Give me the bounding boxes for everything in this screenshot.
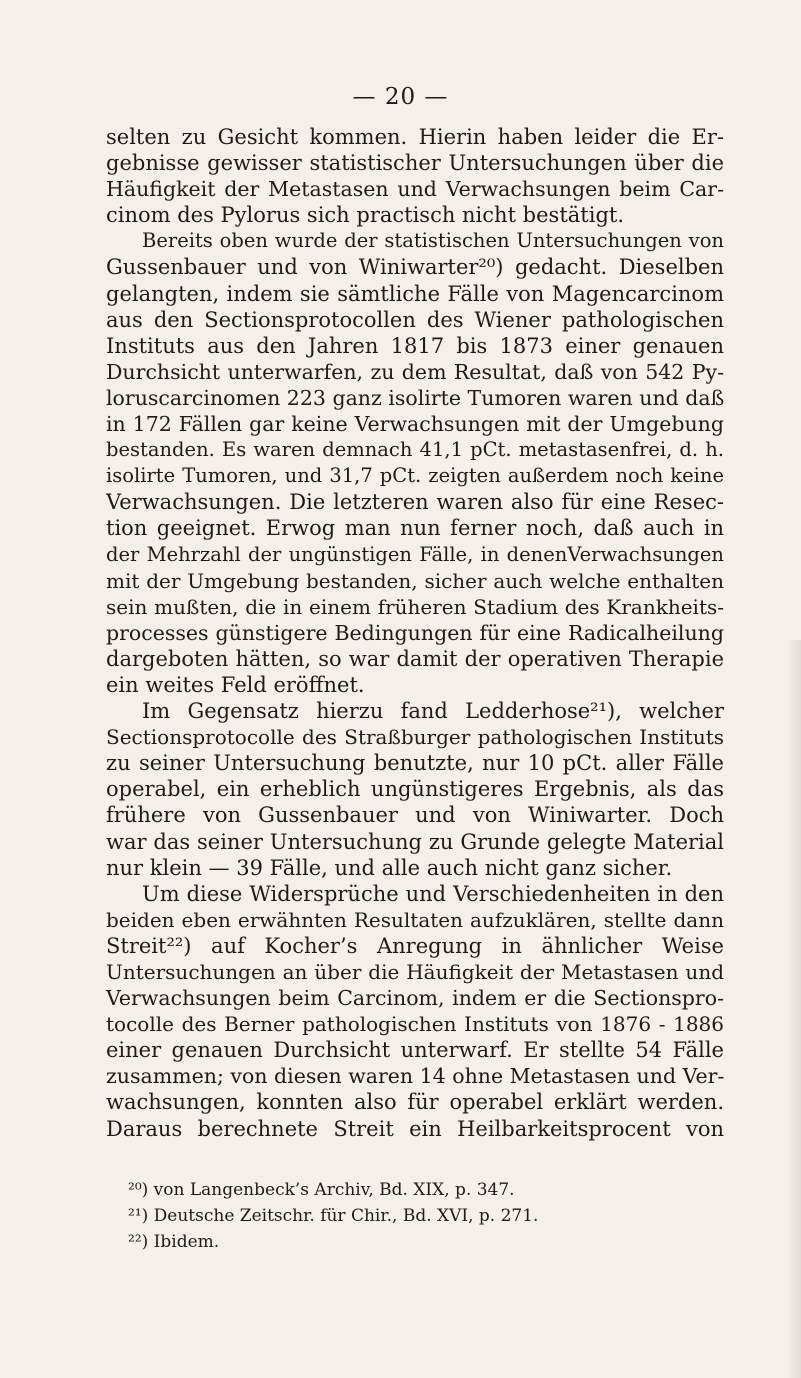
body-text	[106, 124, 724, 1142]
text-line: cinom des Pylorus sich practisch nicht bestätigt.	[106, 203, 624, 228]
text-line: Instituts aus den Jahren 1817 bis 1873 einer genauen	[106, 333, 724, 358]
text-line: selten zu Gesicht kommen. Hierin haben leider die Er-	[106, 125, 724, 149]
text-line: dargeboten hätten, so war damit der operativen Therapie	[106, 646, 724, 671]
text-line: Sectionsprotocolle des Straßburger pathologischen Instituts	[106, 725, 724, 750]
text-line: tocolle des Berner pathologischen Instituts von 1876 - 1886	[106, 1012, 724, 1037]
text-line: beiden eben erwähnten Resultaten aufzuklären, stellte dann	[106, 907, 724, 932]
page-edge-shadow	[787, 640, 801, 1378]
text-line: mit der Umgebung bestanden, sicher auch welche enthalten	[106, 568, 724, 593]
text-line: war das seiner Untersuchung zu Grunde gelegte Material	[106, 829, 724, 854]
text-line: sein mußten, die in einem früheren Stadium des Krankheits-	[106, 594, 724, 619]
text-line: bestanden. Es waren demnach 41,1 pCt. metastasenfrei, d. h.	[106, 438, 724, 462]
text-line: loruscarcinomen 223 ganz isolirte Tumoren waren und daß	[106, 385, 725, 410]
text-line: Gussenbauer und von Winiwarter²⁰) gedacht. Dieselben	[106, 255, 724, 280]
paragraph-start-line: Bereits oben wurde der statistischen Untersuchungen von	[142, 229, 724, 253]
text-line: Verwachsungen. Die letzteren waren also für eine Resec-	[106, 490, 724, 515]
text-line: zusammen; von diesen waren 14 ohne Metastasen und Ver-	[106, 1064, 725, 1089]
paragraph-start-line: Im Gegensatz hierzu fand Ledderhose²¹), welcher	[142, 699, 724, 724]
text-line: isolirte Tumoren, und 31,7 pCt. zeigten außerdem noch keine	[106, 464, 724, 488]
text-line: aus den Sectionsprotocollen des Wiener pathologischen	[106, 307, 724, 332]
text-line: gebnisse gewisser statistischer Untersuchungen über die	[106, 151, 724, 176]
text-line: Daraus berechnete Streit ein Heilbarkeitsprocent von	[106, 1116, 724, 1141]
text-line: Verwachsungen beim Carcinom, indem er die Sectionspro-	[106, 986, 724, 1011]
text-line: frühere von Gussenbauer und von Winiwarter. Doch	[106, 803, 724, 828]
text-line: Untersuchungen an über die Häufigkeit der Metastasen und	[106, 960, 724, 984]
text-line: nur klein — 39 Fälle, und alle auch nicht ganz sicher.	[106, 855, 673, 880]
paragraph-start-line: Um diese Widersprüche und Verschiedenheiten in den	[142, 881, 724, 906]
text-line: der Mehrzahl der ungünstigen Fälle, in denenVerwachsungen	[106, 542, 724, 566]
footnote: ²²) Ibidem.	[128, 1232, 220, 1253]
text-line: operabel, ein erheblich ungünstigeres Ergebnis, als das	[106, 777, 724, 802]
text-line: zu seiner Untersuchung benutzte, nur 10 pCt. aller Fälle	[106, 751, 724, 776]
text-line: Durchsicht unterwarfen, zu dem Resultat, daß von 542 Py-	[106, 359, 724, 384]
footnotes	[128, 1177, 728, 1256]
text-line: Streit²²) auf Kocher’s Anregung in ähnlicher Weise	[106, 933, 724, 958]
footnote: ²⁰) von Langenbeck’s Archiv, Bd. XIX, p. 347.	[128, 1180, 515, 1200]
text-line: in 172 Fällen gar keine Verwachsungen mit der Umgebung	[106, 412, 724, 437]
text-line: gelangten, indem sie sämtliche Fälle von Magencarcinom	[106, 281, 724, 306]
footnote: ²¹) Deutsche Zeitschr. für Chir., Bd. XVI, p. 271.	[128, 1206, 539, 1227]
text-line: einer genauen Durchsicht unterwarf. Er stellte 54 Fälle	[106, 1038, 724, 1063]
text-line: processes günstigere Bedingungen für eine Radicalheilung	[106, 620, 724, 645]
text-line: ein weites Feld eröffnet.	[106, 672, 365, 697]
page-number: — 20 —	[352, 84, 449, 110]
text-line: wachsungen, konnten also für operabel erklärt werden.	[106, 1090, 724, 1115]
text-line: tion geeignet. Erwog man nun ferner noch, daß auch in	[106, 516, 724, 541]
text-line: Häufigkeit der Metastasen und Verwachsungen beim Car-	[106, 177, 724, 202]
